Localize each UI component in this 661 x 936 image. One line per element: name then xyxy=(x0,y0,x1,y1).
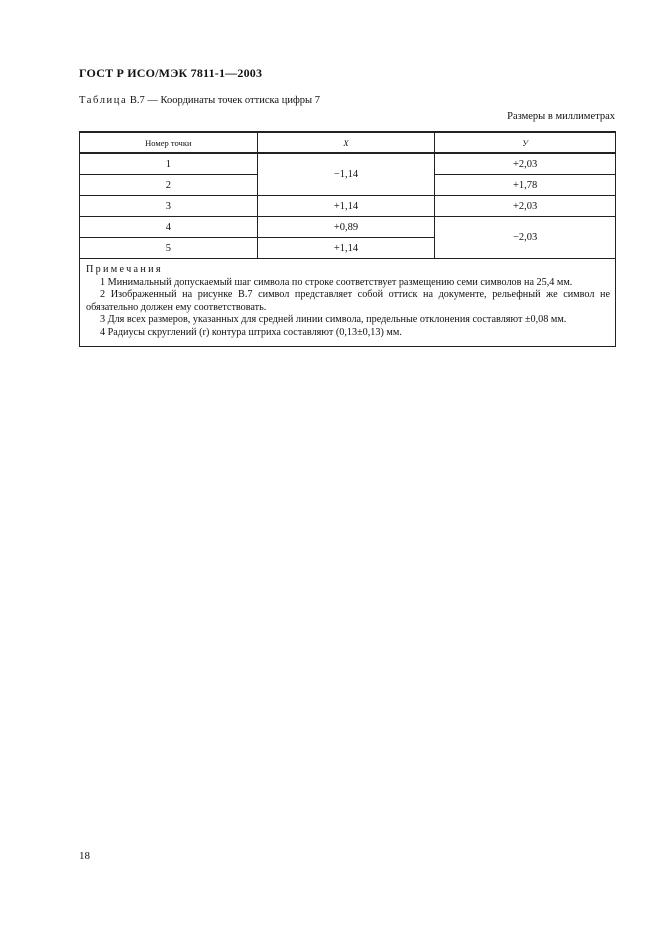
table-caption-number: В.7 xyxy=(129,95,145,106)
page-number: 18 xyxy=(79,850,90,862)
coordinates-table xyxy=(79,131,616,347)
note-item: 4 Радиусы скруглений (r) контура штриха составляют (0,13±0,13) мм. xyxy=(100,326,402,338)
cell-y: +1,78 xyxy=(435,175,616,196)
note-item: 1 Минимальный допускаемый шаг символа по строке соответствует размещению семи символов на 25,4 мм. xyxy=(100,276,573,288)
cell-x: +1,14 xyxy=(257,196,435,217)
note-item: 3 Для всех размеров, указанных для средней линии символа, предельные отклонения составляют ±0,08 мм. xyxy=(100,314,567,326)
note-item: 2 Изображенный на рисунке В.7 символ представляет собой оттиск на документе, рельефный же символ не обязательно должен ему соответствовать. xyxy=(86,289,610,313)
cell-point: 2 xyxy=(80,175,258,196)
table-caption-label: Таблица xyxy=(79,95,128,106)
table-row xyxy=(80,153,616,175)
table-header-row xyxy=(80,132,616,153)
cell-point: 3 xyxy=(80,196,258,217)
cell-y: +2,03 xyxy=(435,196,616,217)
notes-cell xyxy=(80,259,616,347)
cell-point: 1 xyxy=(80,153,258,175)
table-caption-dash: — xyxy=(147,95,158,106)
cell-y: +2,03 xyxy=(435,153,616,175)
table-caption-text: Координаты точек оттиска цифры 7 xyxy=(160,95,320,106)
cell-x: +1,14 xyxy=(257,238,435,259)
header-y: У xyxy=(435,132,616,153)
table-row xyxy=(80,217,616,238)
cell-x: −1,14 xyxy=(257,153,435,196)
units-note: Размеры в миллиметрах xyxy=(507,111,615,122)
cell-x: +0,89 xyxy=(257,217,435,238)
header-x: X xyxy=(257,132,435,153)
cell-point: 5 xyxy=(80,238,258,259)
notes-row xyxy=(80,259,616,347)
notes-title: Примечания xyxy=(86,264,163,275)
header-point-number: Номер точки xyxy=(80,132,258,153)
cell-point: 4 xyxy=(80,217,258,238)
table-row xyxy=(80,196,616,217)
document-header: ГОСТ Р ИСО/МЭК 7811-1—2003 xyxy=(79,66,263,80)
cell-y: −2,03 xyxy=(435,217,616,259)
table-caption xyxy=(79,95,320,106)
